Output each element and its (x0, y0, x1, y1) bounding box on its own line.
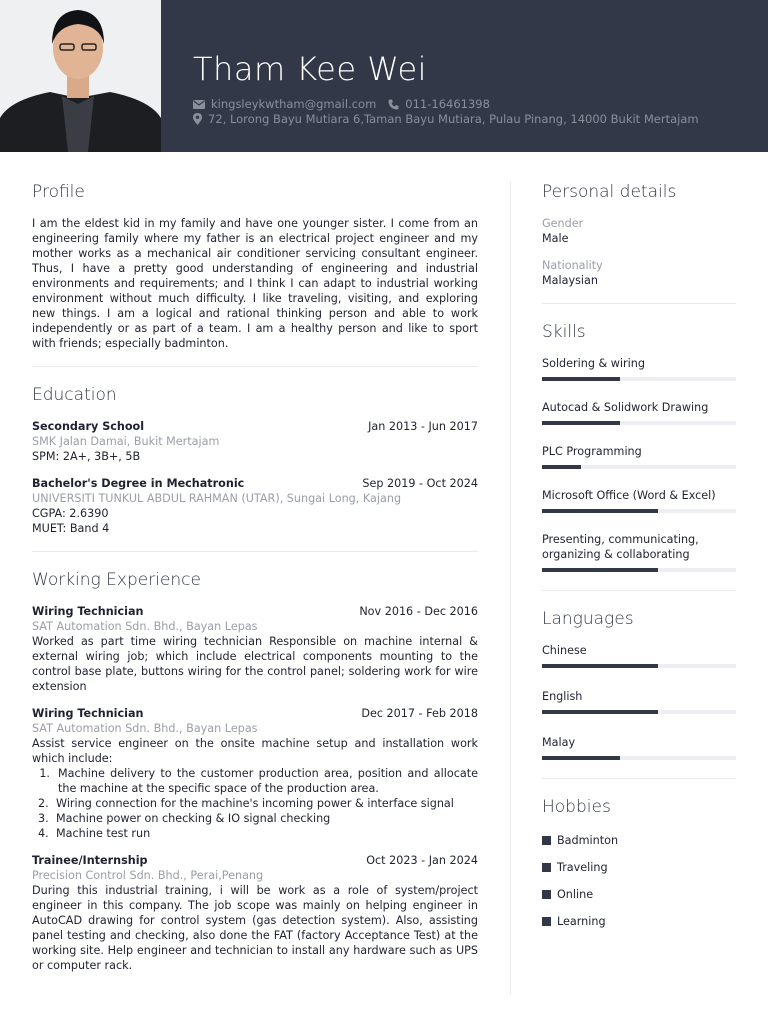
nationality-value: Malaysian (542, 274, 598, 287)
language-item (542, 735, 736, 760)
location-pin-icon (193, 113, 202, 125)
level-fill (542, 465, 581, 469)
skill-level-bar (542, 377, 736, 381)
personal-details-section (542, 180, 736, 304)
language-level-bar (542, 756, 736, 760)
task-text: Machine test run (56, 827, 151, 840)
gender-label: Gender (542, 217, 584, 230)
education-item-title: Secondary School (32, 420, 145, 433)
education-item-detail: MUET: Band 4 (32, 522, 110, 535)
education-item-title: Bachelor's Degree in Mechatronic (32, 477, 245, 490)
sidebar-column (542, 180, 736, 935)
task-number: 1. (39, 767, 50, 780)
hobbies-section (542, 795, 736, 935)
level-fill (542, 710, 658, 714)
section-divider (542, 303, 736, 304)
profile-text: I am the eldest kid in my family and have one younger sister. I come from an engineering family where my father is an electrical project engineer and my mother works as a mechanical air conditioner servicing consultant engineer. Thus, I have a pretty good understanding of engineering and industrial environments and requirements; and I think I can adapt to industrial working environment without much difficulty. I like traveling, visiting, and exploring new things. I am a logical and rational thinking person and able to work independently or as part of a team. I am a healthy person and like to sport with friends; especially badminton. (32, 217, 478, 350)
experience-item-company: Precision Control Sdn. Bhd., Perai,Penang (32, 869, 264, 882)
task-item (32, 811, 478, 826)
level-fill (542, 756, 620, 760)
experience-item (32, 604, 478, 694)
skill-level-bar (542, 509, 736, 513)
skill-item (542, 356, 736, 381)
hobby-item (542, 854, 736, 881)
skill-name: Microsoft Office (Word & Excel) (542, 489, 716, 502)
square-bullet-icon (542, 917, 551, 926)
section-divider (32, 551, 478, 552)
profile-photo (0, 0, 161, 152)
phone-icon (388, 99, 399, 110)
skill-name: Soldering & wiring (542, 357, 645, 370)
section-divider (32, 366, 478, 367)
experience-item-description: Assist service engineer on the onsite machine setup and installation work which include: (32, 737, 478, 765)
address-item (193, 112, 699, 126)
experience-item-date: Oct 2023 - Jan 2024 (366, 854, 478, 867)
experience-item-date: Dec 2017 - Feb 2018 (361, 707, 478, 720)
skill-name: PLC Programming (542, 445, 642, 458)
hobby-item (542, 881, 736, 908)
experience-title: Working Experience (32, 570, 201, 590)
task-text: Machine delivery to the customer production area, position and allocate the machine at the specific space of the production area. (58, 767, 478, 795)
education-item-date: Sep 2019 - Oct 2024 (362, 477, 478, 490)
experience-item-title: Trainee/Internship (32, 854, 148, 867)
resume-header (0, 0, 768, 152)
hobby-text: Traveling (557, 861, 608, 874)
hobby-text: Online (557, 888, 594, 901)
education-item (32, 476, 478, 536)
level-fill (542, 568, 658, 572)
experience-item-description: Worked as part time wiring technician Responsible on machine internal & external wiring job; which include electrical components mounting to the control base plate, buttons wiring for the control panel; soldering work for wire extension (32, 635, 478, 693)
hobby-item (542, 827, 736, 854)
skill-name: Presenting, communicating, organizing & collaborating (542, 533, 699, 561)
experience-item-title: Wiring Technician (32, 605, 144, 618)
section-divider (542, 590, 736, 591)
level-fill (542, 509, 658, 513)
task-text: Wiring connection for the machine's incoming power & interface signal (56, 797, 454, 810)
square-bullet-icon (542, 890, 551, 899)
skill-item (542, 444, 736, 469)
task-list (32, 766, 478, 841)
phone-text: 011-16461398 (405, 97, 490, 111)
education-item-detail: SPM: 2A+, 3B+, 5B (32, 450, 141, 463)
language-level-bar (542, 664, 736, 668)
education-item-institution: SMK Jalan Damai, Bukit Mertajam (32, 435, 220, 448)
task-item (32, 796, 478, 811)
personal-details-title: Personal details (542, 182, 677, 202)
skills-title: Skills (542, 322, 586, 342)
languages-title: Languages (542, 609, 634, 629)
level-fill (542, 377, 620, 381)
languages-section (542, 607, 736, 779)
square-bullet-icon (542, 863, 551, 872)
task-item (32, 826, 478, 841)
skill-item (542, 532, 736, 572)
skill-level-bar (542, 421, 736, 425)
skill-level-bar (542, 465, 736, 469)
experience-item-date: Nov 2016 - Dec 2016 (359, 605, 478, 618)
task-item (32, 766, 478, 796)
experience-section (32, 568, 478, 973)
gender-value: Male (542, 232, 569, 245)
skill-item (542, 400, 736, 425)
section-divider (542, 778, 736, 779)
experience-item-description: During this industrial training, i will be work as a role of system/project engineer in this company. The job scope was mainly on helping engineer in AutoCAD drawing for control system (gas detection system). Also, assisting panel testing and checking, also done the FAT (factory Acceptance Test) at the working site. Help engineer and technician to install any hardware such as UPS or computer rack. (32, 884, 478, 972)
profile-title: Profile (32, 182, 85, 202)
education-section (32, 383, 478, 552)
skill-item (542, 488, 736, 513)
profile-section (32, 180, 478, 367)
language-item (542, 643, 736, 668)
contact-line-2 (193, 112, 711, 126)
language-name: Malay (542, 736, 576, 749)
nationality-label: Nationality (542, 259, 603, 272)
hobby-text: Learning (557, 915, 606, 928)
email-item[interactable] (193, 97, 376, 111)
phone-item[interactable] (388, 97, 490, 111)
skill-name: Autocad & Solidwork Drawing (542, 401, 709, 414)
education-item (32, 419, 478, 464)
education-item-date: Jan 2013 - Jun 2017 (368, 420, 478, 433)
task-number: 3. (38, 812, 49, 825)
experience-item (32, 706, 478, 841)
experience-item (32, 853, 478, 973)
task-text: Machine power on checking & IO signal checking (56, 812, 331, 825)
education-item-detail: CGPA: 2.6390 (32, 507, 109, 520)
experience-item-company: SAT Automation Sdn. Bhd., Bayan Lepas (32, 722, 258, 735)
experience-item-title: Wiring Technician (32, 707, 144, 720)
language-name: English (542, 690, 583, 703)
skills-section (542, 320, 736, 591)
hobbies-title: Hobbies (542, 797, 611, 817)
candidate-name: Tham Kee Wei (193, 50, 428, 88)
skill-level-bar (542, 568, 736, 572)
language-name: Chinese (542, 644, 587, 657)
experience-item-company: SAT Automation Sdn. Bhd., Bayan Lepas (32, 620, 258, 633)
email-text: kingsleykwtham@gmail.com (211, 97, 377, 111)
education-item-institution: UNIVERSITI TUNKUL ABDUL RAHMAN (UTAR), Sungai Long, Kajang (32, 492, 402, 505)
column-divider (510, 182, 511, 994)
language-level-bar (542, 710, 736, 714)
hobby-text: Badminton (557, 834, 619, 847)
level-fill (542, 421, 620, 425)
email-icon (193, 100, 205, 109)
address-text: 72, Lorong Bayu Mutiara 6,Taman Bayu Mutiara, Pulau Pinang, 14000 Bukit Mertajam (208, 112, 699, 126)
hobby-item (542, 908, 736, 935)
main-column (32, 180, 478, 973)
task-number: 2. (38, 797, 49, 810)
contact-line-1 (193, 97, 502, 111)
task-number: 4. (38, 827, 49, 840)
education-title: Education (32, 385, 117, 405)
level-fill (542, 664, 658, 668)
square-bullet-icon (542, 836, 551, 845)
language-item (542, 689, 736, 714)
